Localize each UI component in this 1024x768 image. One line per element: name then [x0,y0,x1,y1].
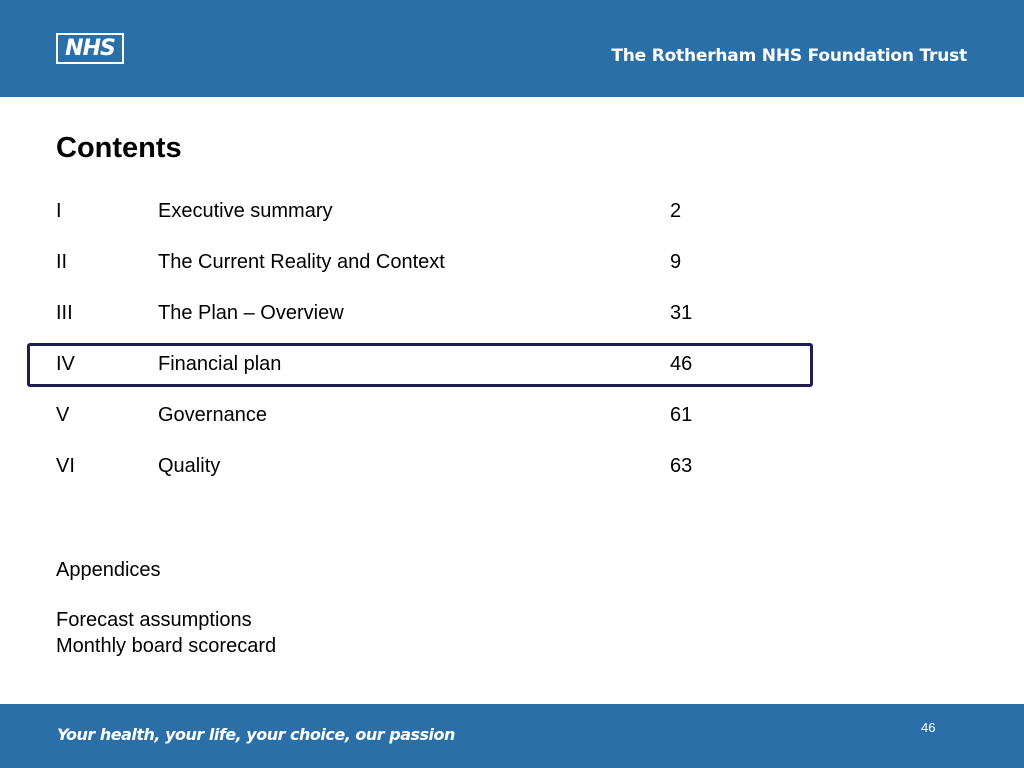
toc-row [56,400,756,430]
toc-row [56,196,756,226]
toc-section-number: VI [56,455,75,477]
toc-section-title: Quality [158,455,221,477]
toc-section-title: The Current Reality and Context [158,251,445,273]
appendix-item: Monthly board scorecard [56,635,277,657]
toc-section-title: The Plan – Overview [158,302,344,324]
nhs-logo-text: NHS [58,35,122,62]
toc-page-number: 63 [670,455,693,477]
appendix-item: Forecast assumptions [56,609,252,631]
toc-section-title: Governance [158,404,267,426]
header-bar [0,0,1024,97]
appendices-heading: Appendices [56,559,161,581]
toc-section-title: Financial plan [158,353,282,375]
slide-page-number: 46 [921,720,936,735]
trust-name: The Rotherham NHS Foundation Trust [611,46,967,66]
nhs-logo [56,33,124,64]
toc-page-number: 46 [670,353,693,375]
current-section-highlight [27,343,813,387]
toc-section-number: III [56,302,73,324]
footer-bar [0,704,1024,768]
toc-page-number: 61 [670,404,693,426]
page-title: Contents [56,132,182,164]
toc-page-number: 9 [670,251,682,273]
toc-row [56,247,756,277]
toc-section-number: II [56,251,68,273]
toc-page-number: 31 [670,302,693,324]
toc-row [56,451,756,481]
toc-section-number: V [56,404,70,426]
footer-slogan: Your health, your life, your choice, our passion [57,725,455,744]
toc-section-number: I [56,200,62,222]
toc-section-number: IV [56,353,75,375]
toc-section-title: Executive summary [158,200,333,222]
toc-row [56,298,756,328]
toc-page-number: 2 [670,200,682,222]
